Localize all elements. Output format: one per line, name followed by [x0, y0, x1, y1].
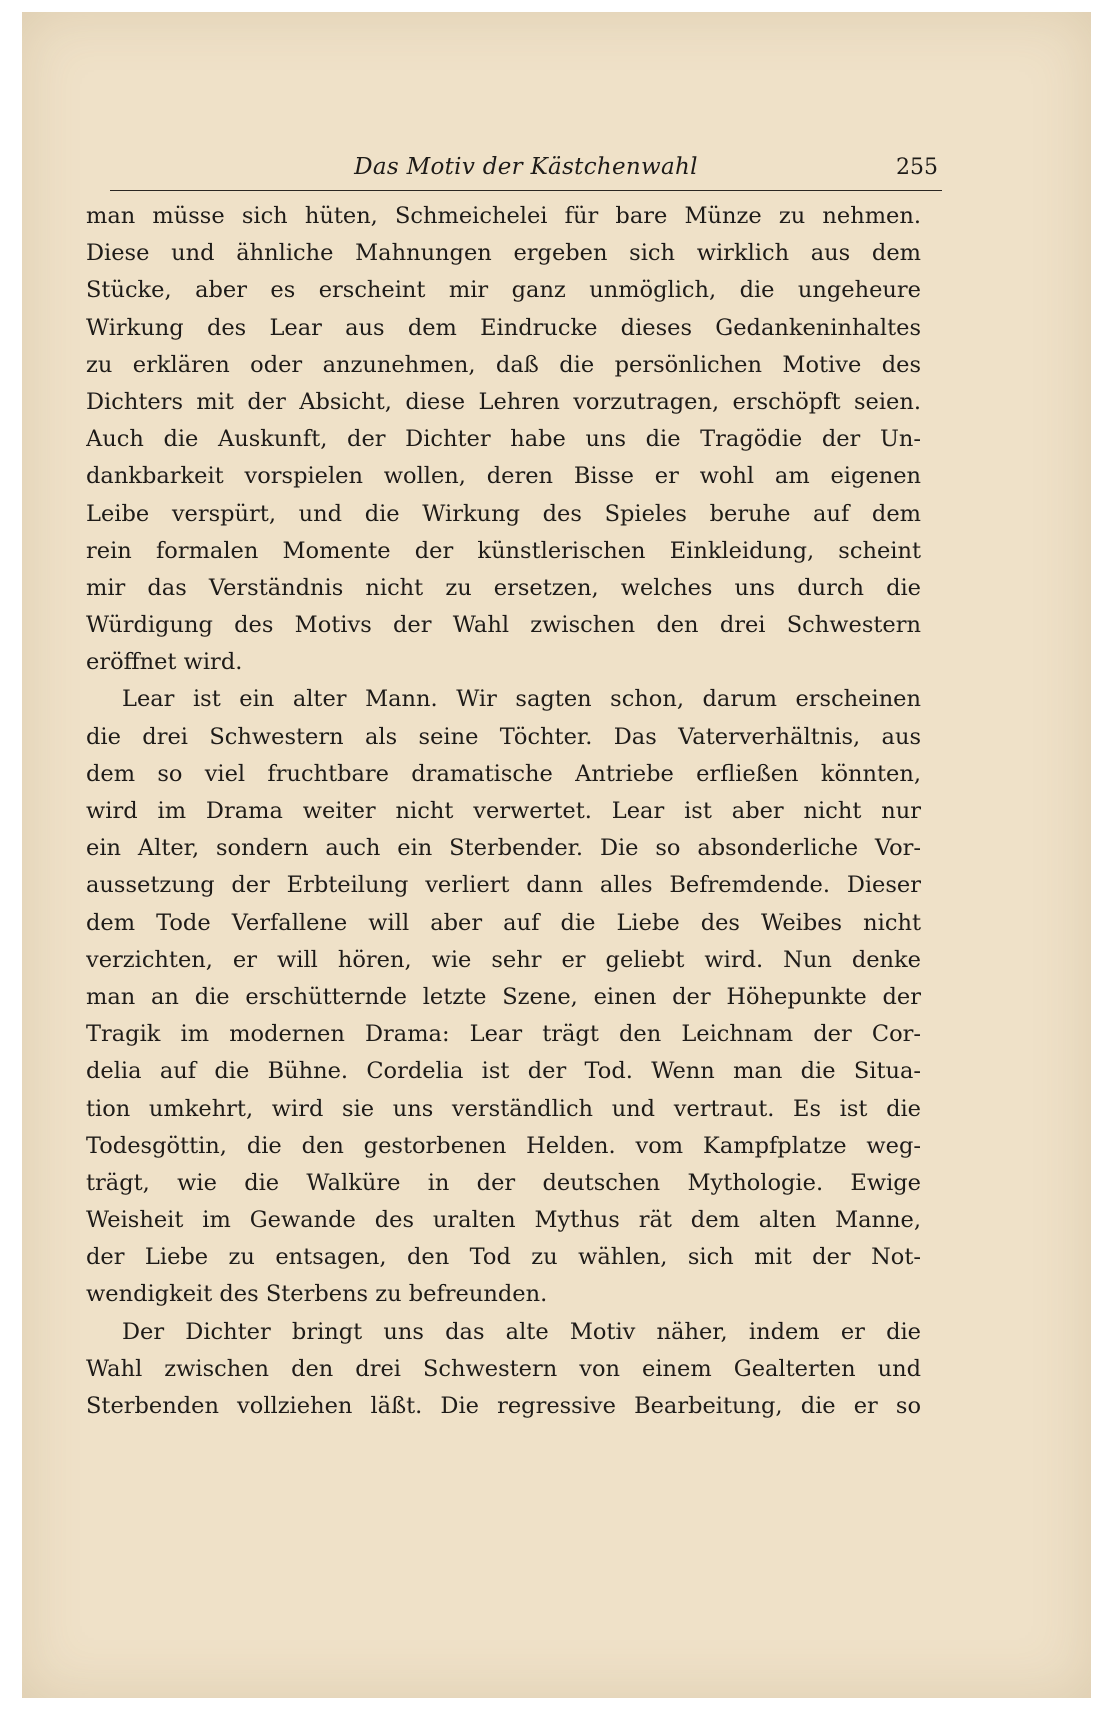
text-line: Lear ist ein alter Mann. Wir sagten schon, darum erscheinen: [122, 686, 921, 713]
text-line: Weisheit im Gewande des uralten Mythus rät dem alten Manne,: [86, 1207, 921, 1234]
text-line: Stücke, aber es erscheint mir ganz unmöglich, die ungeheure: [86, 277, 921, 304]
text-line: Würdigung des Motivs der Wahl zwischen den drei Schwestern: [86, 612, 921, 639]
text-line: verzichten, er will hören, wie sehr er geliebt wird. Nun denke: [86, 946, 921, 973]
text-line: Wahl zwischen den drei Schwestern von einem Gealterten und: [86, 1355, 921, 1382]
text-line: Der Dichter bringt uns das alte Motiv näher, indem er die: [122, 1318, 921, 1345]
paragraph-lear: [86, 681, 921, 1313]
text-line: die drei Schwestern als seine Töchter. Das Vaterverhältnis, aus: [86, 723, 921, 750]
text-line: Dichters mit der Absicht, diese Lehren vorzutragen, erschöpft seien.: [86, 388, 921, 415]
text-line: dem so viel fruchtbare dramatische Antriebe erfließen könnten,: [86, 760, 921, 787]
text-line: Sterbenden vollziehen läßt. Die regressive Bearbeitung, die er so: [86, 1393, 921, 1419]
text-line: der Liebe zu entsagen, den Tod zu wählen, sich mit der Not-: [86, 1244, 921, 1271]
text-line: man an die erschütternde letzte Szene, einen der Höhepunkte der: [86, 983, 921, 1010]
body-text: [86, 198, 921, 1425]
text-line: Auch die Auskunft, der Dichter habe uns die Tragödie der Un-: [86, 426, 921, 453]
text-line: zu erklären oder anzunehmen, daß die persönlichen Motive des: [86, 351, 921, 378]
running-title: Das Motiv der Kästchenwahl: [354, 154, 698, 180]
text-line: Todesgöttin, die den gestorbenen Helden. vom Kampfplatze weg-: [86, 1132, 921, 1159]
text-line: rein formalen Momente der künstlerischen Einkleidung, scheint: [86, 537, 921, 564]
text-line: wendigkeit des Sterbens zu befreunden.: [86, 1281, 548, 1308]
text-line: man müsse sich hüten, Schmeichelei für bare Münze zu nehmen.: [86, 203, 921, 229]
text-line: Leibe verspürt, und die Wirkung des Spieles beruhe auf dem: [86, 500, 921, 527]
text-line: delia auf die Bühne. Cordelia ist der Tod. Wenn man die Situa-: [86, 1058, 921, 1085]
page-header: [110, 154, 942, 191]
text-line: dankbarkeit vorspielen wollen, deren Bisse er wohl am eigenen: [86, 463, 921, 490]
text-line: aussetzung der Erbteilung verliert dann alles Befremdende. Dieser: [86, 872, 921, 899]
text-line: dem Tode Verfallene will aber auf die Liebe des Weibes nicht: [86, 909, 921, 936]
text-line: Tragik im modernen Drama: Lear trägt den Leichnam der Cor-: [86, 1021, 921, 1048]
paragraph-continued: [86, 198, 921, 681]
text-line: Diese und ähnliche Mahnungen ergeben sich wirklich aus dem: [86, 240, 921, 267]
paragraph-dichter: [86, 1314, 921, 1426]
text-line: wird im Drama weiter nicht verwertet. Lear ist aber nicht nur: [86, 798, 921, 824]
text-line: Wirkung des Lear aus dem Eindrucke dieses Gedankeninhaltes: [86, 314, 921, 341]
text-line: mir das Verständnis nicht zu ersetzen, welches uns durch die: [86, 574, 921, 601]
text-line: eröffnet wird.: [86, 649, 243, 676]
page-number: 255: [896, 155, 938, 180]
text-line: ein Alter, sondern auch ein Sterbender. Die so absonderliche Vor-: [86, 835, 921, 862]
text-line: tion umkehrt, wird sie uns verständlich und vertraut. Es ist die: [86, 1095, 921, 1122]
text-line: trägt, wie die Walküre in der deutschen Mythologie. Ewige: [86, 1169, 921, 1196]
